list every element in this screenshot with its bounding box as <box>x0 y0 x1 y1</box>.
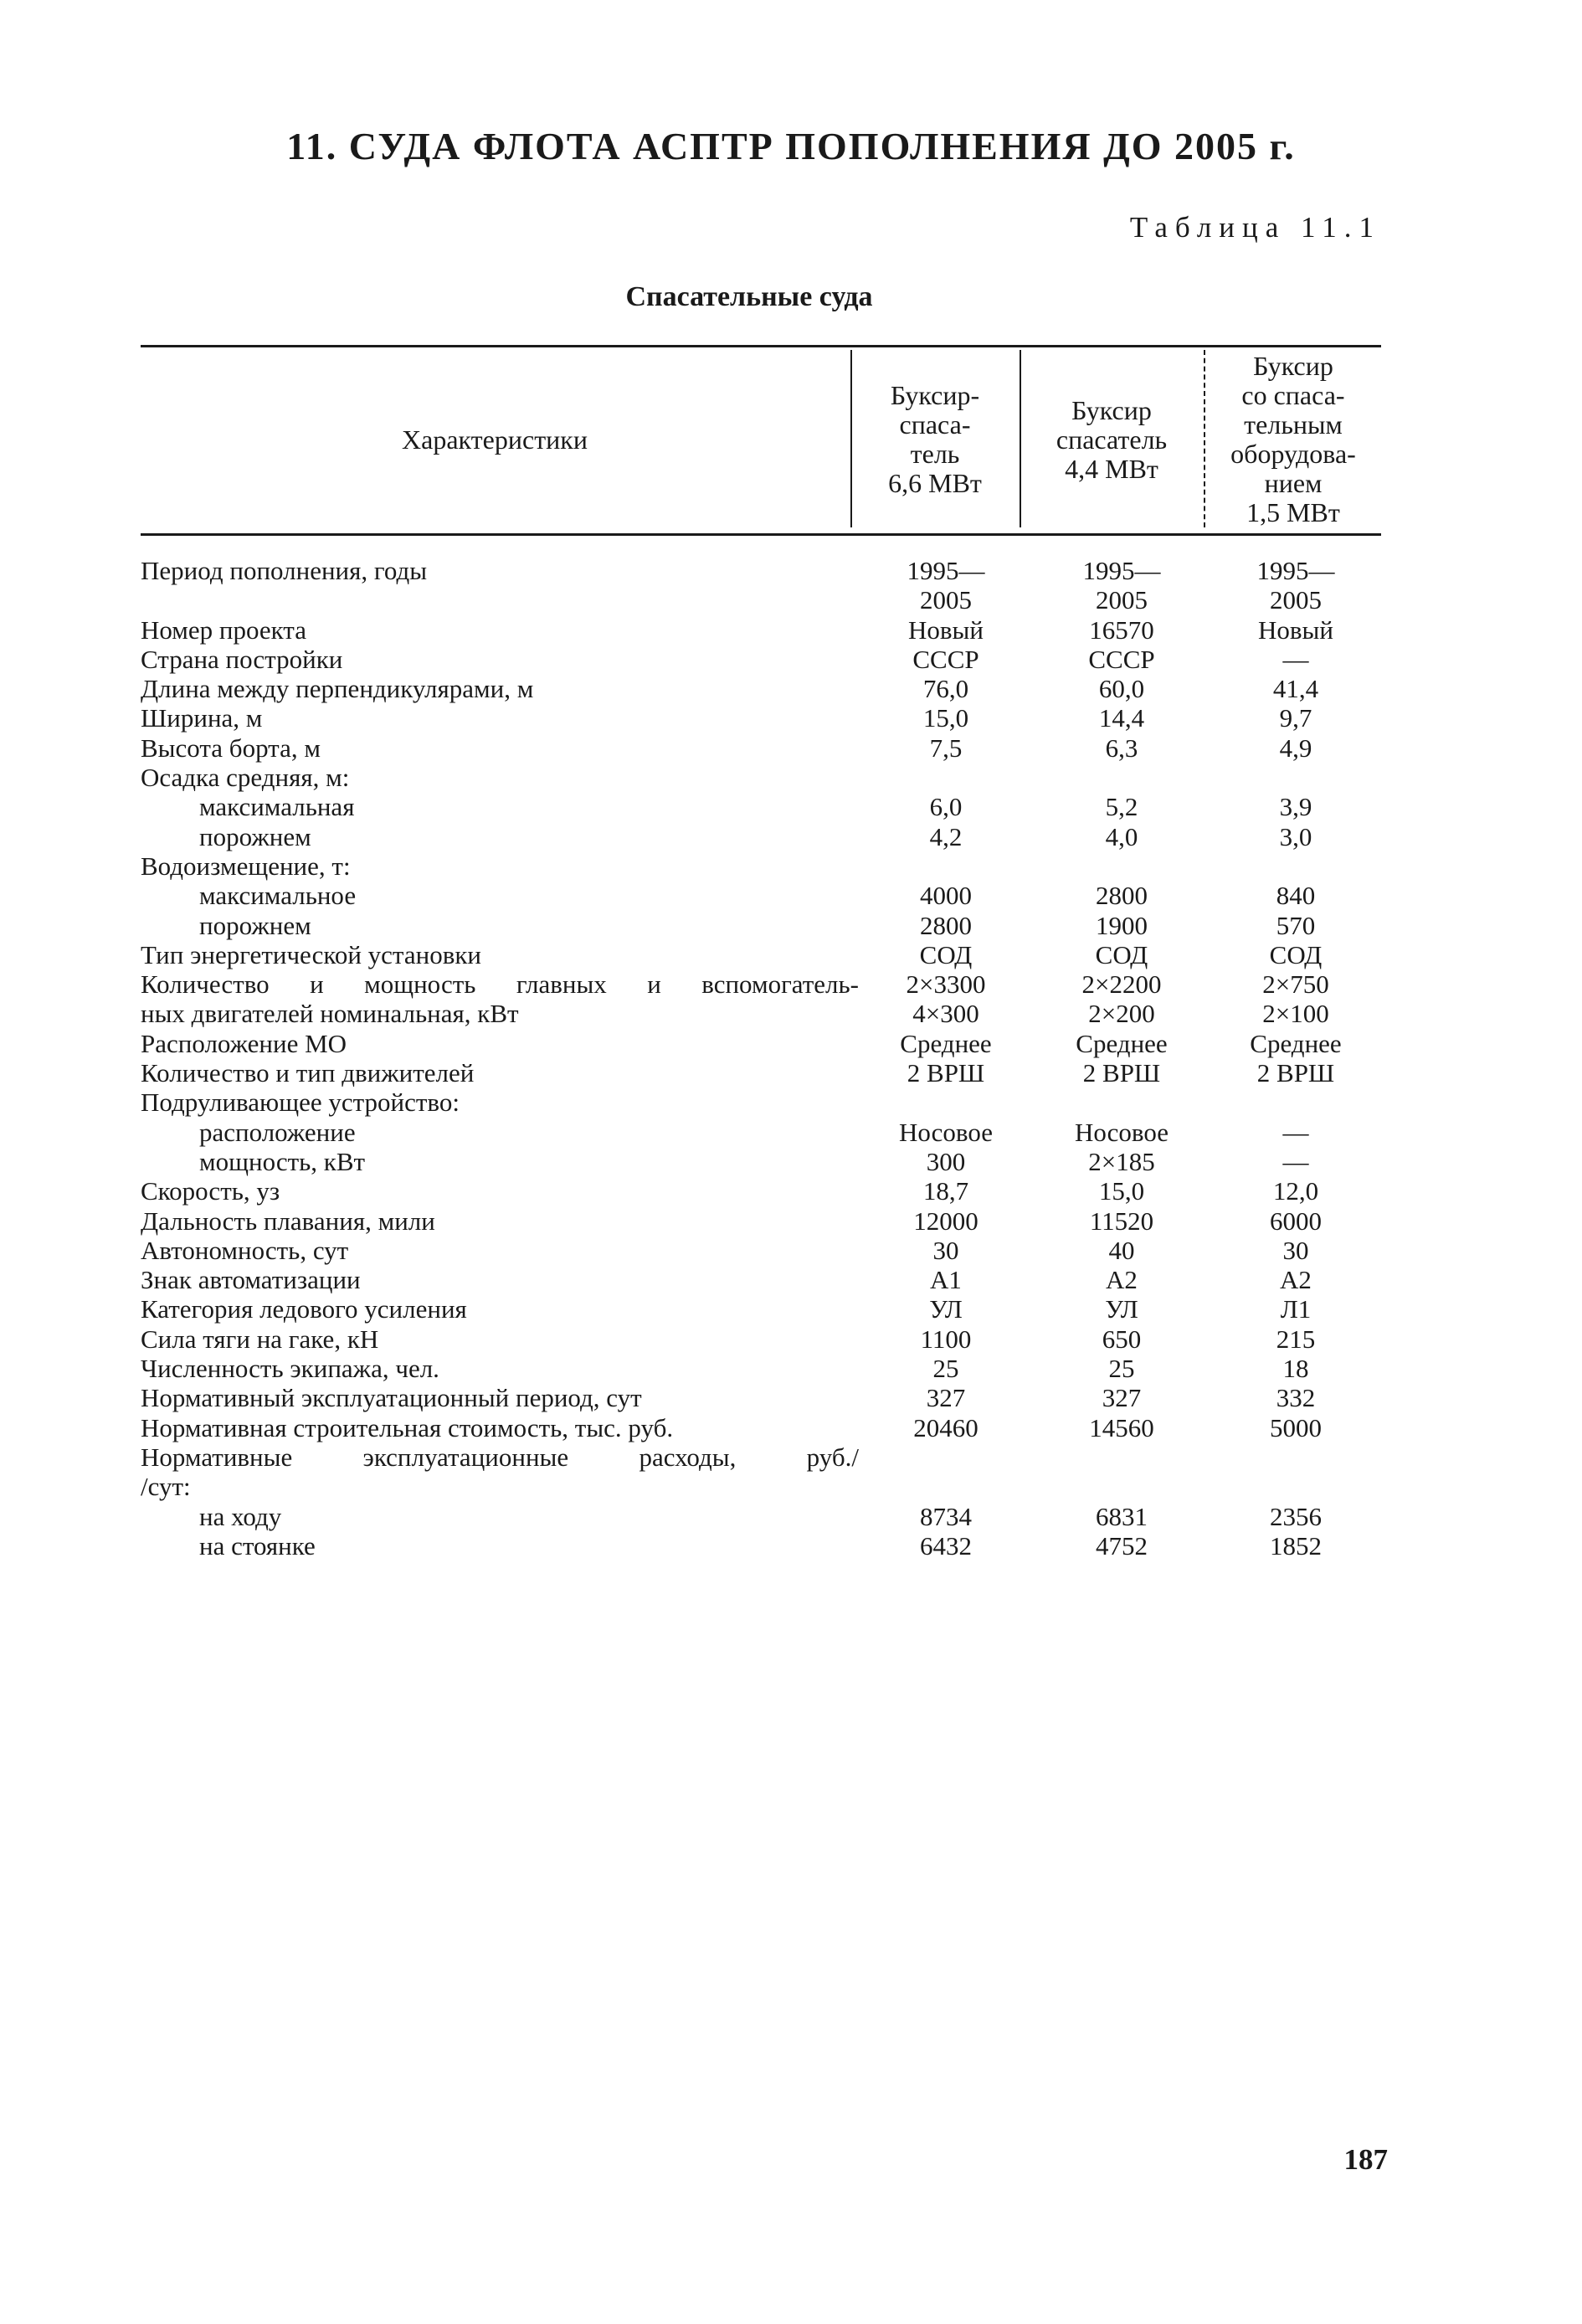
table-row <box>141 822 1381 851</box>
table-row <box>141 911 1381 940</box>
row-label: максимальное <box>199 881 357 911</box>
row-label: Период пополнения, годы <box>141 556 428 585</box>
table-row <box>141 1029 1381 1058</box>
table-row <box>141 1236 1381 1265</box>
row-label: Подруливающее устройство: <box>141 1087 460 1118</box>
table-row <box>141 851 1381 881</box>
row-value-col-2: 15,0 <box>1098 1176 1145 1206</box>
row-value-col-1: Среднее <box>900 1028 992 1058</box>
row-value-col-3: 840 <box>1276 881 1316 911</box>
row-value-col-3: 2356 <box>1270 1501 1322 1531</box>
row-value-col-1: 2×3300 <box>906 969 986 1000</box>
row-value-col-2: Носовое <box>1075 1117 1169 1147</box>
table-row <box>141 1118 1381 1147</box>
row-label: Длина между перпендикулярами, м <box>141 674 534 704</box>
row-value-col-2: 16570 <box>1089 614 1154 645</box>
row-label-justified <box>141 969 859 999</box>
label-word: и <box>647 969 661 1000</box>
label-word: главных <box>516 969 607 1000</box>
row-label: Знак автоматизации <box>141 1265 361 1295</box>
row-label: Водоизмещение, т: <box>141 851 351 881</box>
page-title: 11. СУДА ФЛОТА АСПТР ПОПОЛНЕНИЯ ДО 2005 г. <box>286 125 1296 167</box>
row-value-col-1 <box>859 851 1033 881</box>
header-col-1-text: Буксир- спаса- тель 6,6 МВт <box>888 380 982 498</box>
row-label: Осадка средняя, м: <box>141 763 350 793</box>
row-value-col-2: 60,0 <box>1098 674 1145 704</box>
label-word: мощность <box>364 969 476 1000</box>
row-label: Нормативный эксплуатационный период, сут <box>141 1383 642 1413</box>
row-value-col-2: СССР <box>1088 644 1155 674</box>
row-label-justified <box>141 1442 859 1472</box>
row-label: Скорость, уз <box>141 1176 280 1206</box>
table-body <box>141 556 1381 1560</box>
row-value-col-3 <box>1210 1472 1381 1501</box>
row-value-col-2: 40 <box>1108 1235 1135 1265</box>
row-value-col-2: 1900 <box>1096 910 1148 940</box>
row-value-col-2: 4,0 <box>1105 821 1138 851</box>
row-value-col-1: 4,2 <box>929 821 963 851</box>
row-value-col-1: 327 <box>926 1383 966 1413</box>
row-value-col-3: 41,4 <box>1272 674 1319 704</box>
row-value-col-2 <box>1033 1087 1210 1117</box>
row-value-col-2: 2 ВРШ <box>1082 1058 1161 1088</box>
row-value-col-1: 7,5 <box>929 733 963 763</box>
row-value-col-3 <box>1210 1442 1381 1472</box>
table-row <box>141 1472 1381 1501</box>
label-word: руб./ <box>806 1442 859 1472</box>
row-value-col-2: 327 <box>1102 1383 1142 1413</box>
row-value-col-2: А2 <box>1106 1265 1138 1295</box>
row-label: Высота борта, м <box>141 733 321 763</box>
table-row <box>141 1206 1381 1236</box>
row-value-col-2: 1995— <box>1082 556 1161 585</box>
row-label: порожнем <box>199 910 311 940</box>
row-value-col-1 <box>859 1442 1033 1472</box>
row-label: Тип энергетической установки <box>141 939 481 969</box>
row-value-col-3: 2005 <box>1270 585 1322 615</box>
table-row <box>141 969 1381 999</box>
row-value-col-2: 25 <box>1108 1354 1135 1384</box>
row-value-col-2: Среднее <box>1076 1028 1168 1058</box>
row-value-col-1: 2 ВРШ <box>907 1058 985 1088</box>
row-value-col-1 <box>859 1087 1033 1117</box>
row-value-col-3: — <box>1282 644 1309 674</box>
row-label: Расположение МО <box>141 1028 347 1058</box>
header-characteristics-text: Характеристики <box>402 424 588 455</box>
table-row <box>141 703 1381 733</box>
row-value-col-3: 6000 <box>1270 1206 1322 1236</box>
row-value-col-3 <box>1210 851 1381 881</box>
row-value-col-2: СОД <box>1095 939 1148 969</box>
label-word: Количество <box>141 969 270 1000</box>
header-col-3 <box>1205 350 1381 529</box>
row-label: на стоянке <box>199 1530 316 1560</box>
table-row <box>141 1324 1381 1354</box>
row-label: расположение <box>199 1117 356 1147</box>
row-value-col-1: 76,0 <box>922 674 969 704</box>
label-word: эксплуатационные <box>362 1442 569 1472</box>
row-value-col-3 <box>1210 763 1381 792</box>
row-value-col-1: 18,7 <box>922 1176 969 1206</box>
table-row <box>141 1294 1381 1324</box>
row-value-col-2: 2×2200 <box>1081 969 1162 1000</box>
row-label: Количество и тип движителей <box>141 1058 475 1088</box>
row-value-col-3: 3,0 <box>1279 821 1312 851</box>
label-word: Нормативные <box>141 1442 293 1472</box>
row-value-col-3: 9,7 <box>1279 703 1312 733</box>
row-value-col-3: 12,0 <box>1272 1176 1319 1206</box>
row-value-col-1: 4000 <box>920 881 972 911</box>
row-label: мощность, кВт <box>199 1146 366 1176</box>
row-value-col-3: 332 <box>1276 1383 1316 1413</box>
row-value-col-1: 1995— <box>907 556 985 585</box>
table-row <box>141 763 1381 792</box>
header-col-3-text: Буксир со спаса- тельным оборудова- нием 1,5 МВт <box>1230 351 1356 527</box>
table-row <box>141 1413 1381 1442</box>
table-row <box>141 1502 1381 1531</box>
row-value-col-3: 215 <box>1276 1324 1316 1354</box>
row-value-col-2: 2×185 <box>1088 1146 1155 1176</box>
row-value-col-1: СССР <box>912 644 979 674</box>
table-row <box>141 1354 1381 1383</box>
row-label: /сут: <box>141 1472 191 1502</box>
row-value-col-2: 6,3 <box>1105 733 1138 763</box>
table-row <box>141 1176 1381 1206</box>
table-caption: Спасательные суда <box>625 281 873 312</box>
table-row <box>141 615 1381 645</box>
table-row <box>141 733 1381 763</box>
row-value-col-2: 6831 <box>1096 1501 1148 1531</box>
label-word: вспомогатель- <box>701 969 859 1000</box>
header-col-2-text: Буксир спасатель 4,4 МВт <box>1056 394 1168 484</box>
table-top-rule <box>141 345 1381 347</box>
row-label <box>141 585 859 614</box>
row-value-col-2: 4752 <box>1096 1530 1148 1560</box>
row-value-col-3: 1995— <box>1256 556 1335 585</box>
row-value-col-1: 15,0 <box>922 703 969 733</box>
row-value-col-3: — <box>1282 1117 1309 1147</box>
row-label: ных двигателей номинальная, кВт <box>141 999 519 1029</box>
row-value-col-3: 18 <box>1282 1354 1309 1384</box>
table-row <box>141 1442 1381 1472</box>
row-value-col-2 <box>1033 1472 1210 1501</box>
table-row <box>141 674 1381 703</box>
table-row <box>141 1087 1381 1117</box>
row-value-col-2: 5,2 <box>1105 792 1138 822</box>
row-value-col-3: 1852 <box>1270 1530 1322 1560</box>
row-value-col-2: 14560 <box>1089 1412 1154 1442</box>
row-value-col-2: 650 <box>1102 1324 1142 1354</box>
row-value-col-1: 4×300 <box>912 999 979 1029</box>
row-value-col-1: 30 <box>932 1235 959 1265</box>
table-row <box>141 999 1381 1028</box>
row-value-col-3: Л1 <box>1280 1294 1312 1324</box>
table-row <box>141 940 1381 969</box>
header-col-1 <box>852 350 1018 529</box>
characteristics-table <box>141 556 1381 1560</box>
row-value-col-3: 2×100 <box>1262 999 1329 1029</box>
row-value-col-1: СОД <box>919 939 973 969</box>
row-value-col-1: А1 <box>930 1265 962 1295</box>
row-value-col-1: 6,0 <box>929 792 963 822</box>
row-value-col-3: 2 ВРШ <box>1256 1058 1335 1088</box>
table-header-rule <box>141 533 1381 536</box>
table-row <box>141 645 1381 674</box>
row-value-col-1: УЛ <box>929 1294 963 1324</box>
row-value-col-2: 2005 <box>1096 585 1148 615</box>
row-label <box>141 1442 859 1472</box>
row-label: максимальная <box>199 792 355 822</box>
row-value-col-1: Новый <box>908 614 984 645</box>
row-value-col-3: Новый <box>1258 614 1333 645</box>
table-row <box>141 792 1381 821</box>
label-word: и <box>310 969 324 1000</box>
row-value-col-2: 11520 <box>1089 1206 1154 1236</box>
row-value-col-3: Среднее <box>1250 1028 1342 1058</box>
label-word: расходы, <box>639 1442 737 1472</box>
row-value-col-3: СОД <box>1269 939 1323 969</box>
row-label: порожнем <box>199 821 311 851</box>
row-value-col-1: 2800 <box>920 910 972 940</box>
table-row <box>141 556 1381 585</box>
row-value-col-2: 14,4 <box>1098 703 1145 733</box>
row-label: Номер проекта <box>141 614 306 645</box>
row-value-col-2 <box>1033 763 1210 792</box>
row-value-col-1: 1100 <box>920 1324 972 1354</box>
table-row <box>141 881 1381 910</box>
table-row <box>141 585 1381 614</box>
row-value-col-2: 2800 <box>1096 881 1148 911</box>
row-label: Страна постройки <box>141 644 343 674</box>
row-value-col-3: А2 <box>1280 1265 1312 1295</box>
row-value-col-1: 300 <box>926 1146 966 1176</box>
row-value-col-3: 2×750 <box>1262 969 1329 1000</box>
row-label: Нормативная строительная стоимость, тыс. руб. <box>141 1412 674 1442</box>
table-row <box>141 1383 1381 1412</box>
row-value-col-2: УЛ <box>1105 1294 1138 1324</box>
page-number: 187 <box>1343 2143 1388 2176</box>
table-row <box>141 1147 1381 1176</box>
row-value-col-3: 570 <box>1276 910 1316 940</box>
header-col-2 <box>1021 350 1202 529</box>
row-label: Сила тяги на гаке, кН <box>141 1324 379 1354</box>
row-value-col-3: 5000 <box>1270 1412 1322 1442</box>
row-value-col-1: 25 <box>932 1354 959 1384</box>
row-label: Автономность, сут <box>141 1235 349 1265</box>
row-label: Ширина, м <box>141 703 263 733</box>
row-value-col-1: Носовое <box>899 1117 993 1147</box>
row-value-col-3: 4,9 <box>1279 733 1312 763</box>
row-value-col-1: 12000 <box>913 1206 978 1236</box>
row-label: Численность экипажа, чел. <box>141 1354 439 1384</box>
row-value-col-2 <box>1033 1442 1210 1472</box>
row-value-col-3 <box>1210 1087 1381 1117</box>
row-value-col-3: 30 <box>1282 1235 1309 1265</box>
row-label: Дальность плавания, мили <box>141 1206 435 1236</box>
row-value-col-3: 3,9 <box>1279 792 1312 822</box>
row-value-col-1: 6432 <box>920 1530 972 1560</box>
row-label <box>141 969 859 999</box>
row-value-col-2: 2×200 <box>1088 999 1155 1029</box>
row-value-col-1: 20460 <box>913 1412 978 1442</box>
row-value-col-1 <box>859 763 1033 792</box>
header-characteristics <box>141 350 849 529</box>
table-row <box>141 1265 1381 1294</box>
row-value-col-2 <box>1033 851 1210 881</box>
table-row <box>141 1058 1381 1087</box>
table-number-label: Таблица 11.1 <box>1129 211 1381 244</box>
row-value-col-1: 8734 <box>920 1501 972 1531</box>
row-value-col-1: 2005 <box>920 585 972 615</box>
row-value-col-1 <box>859 1472 1033 1501</box>
table-row <box>141 1531 1381 1560</box>
row-label: Категория ледового усиления <box>141 1294 467 1324</box>
row-label: на ходу <box>199 1501 282 1531</box>
row-value-col-3: — <box>1282 1146 1309 1176</box>
